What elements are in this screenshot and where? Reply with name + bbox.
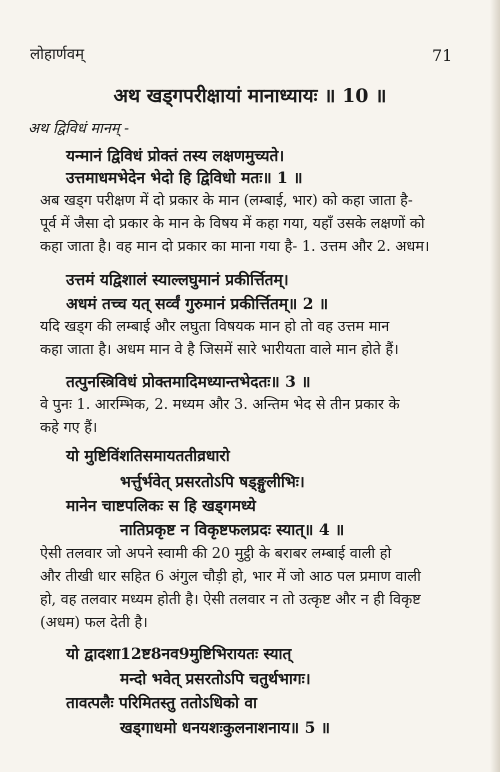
paragraph-line: हो, वह तलवार मध्यम होती है। ऐसी तलवार न तो उत्कृष्ट और न ही विकृष्ट [40, 592, 421, 608]
verse-4-line-3: मानेन चाष्टपलिकः स हि खड्गमध्ये [66, 496, 256, 515]
paragraph-3 [40, 394, 460, 440]
verse-5-line-4: खड्गाधमो धनयशःकुलनाशनाय॥ 5 ॥ [120, 718, 331, 737]
paragraph-line: वे पुनः 1. आरम्भिक, 2. मध्यम और 3. अन्तिम भेद से तीन प्रकार के [40, 397, 400, 413]
paragraph-line: (अधम) फल देती है। [40, 615, 148, 631]
running-title: लोहार्णवम् [30, 45, 85, 63]
paragraph-line: कहा जाता है। वह मान दो प्रकार का माना गया है- 1. उत्तम और 2. अधम। [40, 239, 430, 255]
subheading: अथ द्विविधं मानम् - [28, 121, 130, 137]
paragraph-line: यदि खड्ग की लम्बाई और लघुता विषयक मान हो तो वह उत्तम मान [40, 319, 390, 335]
verse-1-line-2: उत्तमाधमभेदेन भेदो हि द्विविधो मतः॥ 1 ॥ [66, 168, 303, 187]
paragraph-line: पूर्व में जैसा दो प्रकार के मान के विषय में कहा गया, यहाँ उसके लक्षणों को [40, 216, 425, 232]
verse-3: तत्पुनस्त्रिविधं प्रोक्तमादिमध्यान्तभेदतः॥ 3 ॥ [66, 372, 311, 391]
page-edge-shadow [490, 0, 500, 772]
verse-4-line-1: यो मुष्टिविंशतिसमायततीव्रधारो [66, 446, 230, 465]
verse-2-line-2: अधमं तच्च यत् सर्व्वं गुरुमानं प्रकीर्त्तितम्॥ 2 ॥ [66, 294, 329, 313]
verse-1-line-1: यन्मानं द्विविधं प्रोक्तं तस्य लक्षणमुच्यते। [66, 146, 285, 165]
paragraph-2 [40, 316, 460, 362]
verse-4-line-2: भर्त्तुर्भवेत् प्रसरतोऽपि षड्ङ्गुलीभिः। [120, 472, 305, 491]
verse-5-line-3: तावत्पलैः परिमितस्तु ततोऽधिको वा [66, 693, 257, 712]
chapter-title: अथ खड्गपरीक्षायां मानाध्यायः ॥ 10 ॥ [113, 85, 387, 107]
verse-5-line-2: मन्दो भवेत् प्रसरतोऽपि चतुर्थभागः। [120, 669, 311, 688]
paragraph-line: ऐसी तलवार जो अपने स्वामी की 20 मुट्ठी के बराबर लम्बाई वाली हो [40, 546, 392, 562]
verse-4-line-4: नातिप्रकृष्ट न विकृष्टफलप्रदः स्यात्॥ 4 ॥ [120, 520, 345, 539]
page-number: 71 [432, 46, 453, 65]
paragraph-4 [40, 543, 460, 635]
paragraph-line: अब खड्ग परीक्षण में दो प्रकार के मान (लम्बाई, भार) को कहा जाता है- [40, 193, 413, 209]
verse-2-line-1: उत्तमं यद्विशालं स्याल्लघुमानं प्रकीर्त्तितम्। [66, 270, 289, 289]
paragraph-1 [40, 190, 460, 259]
paragraph-line: कहे गए हैं। [40, 420, 98, 436]
verse-5-line-1: यो द्वादशा12ष्ट8नव9मुष्टिभिरायतः स्यात् [66, 644, 292, 663]
paragraph-line: कहा जाता है। अधम मान वे है जिसमें सारे भारीयता वाले मान होते हैं। [40, 342, 399, 358]
paragraph-line: और तीखी धार सहित 6 अंगुल चौड़ी हो, भार में जो आठ पल प्रमाण वाली [40, 569, 421, 585]
